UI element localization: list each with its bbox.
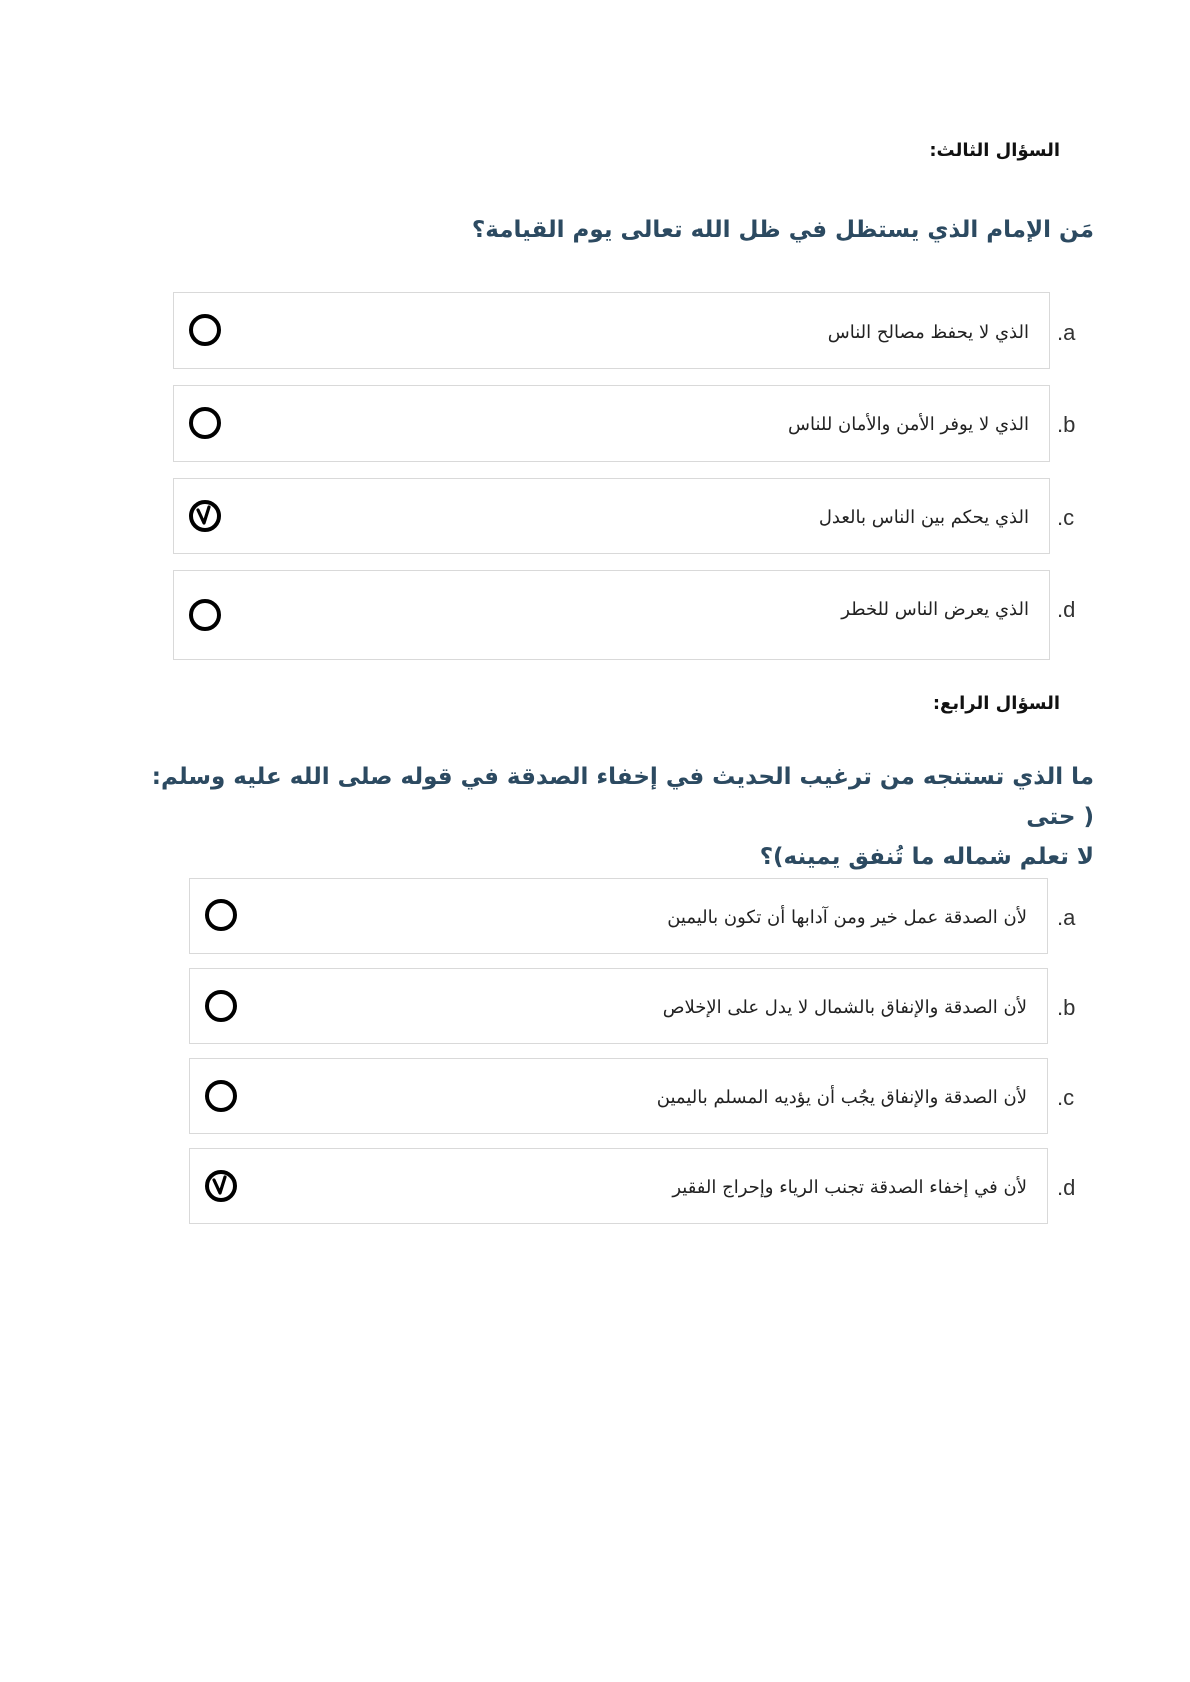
q3-option-d-letter: .d (1057, 597, 1076, 622)
q4-option-b-letter: .b (1057, 995, 1076, 1020)
q4-option-c-letter: .c (1057, 1085, 1075, 1110)
q4-option-a-text: لأن الصدقة عمل خير ومن آدابها أن تكون باليمين (667, 907, 1027, 928)
q3-option-a-letter: .a (1057, 320, 1076, 345)
q3-option-b-letter: .b (1057, 412, 1076, 437)
q3-option-c-letter: .c (1057, 505, 1075, 530)
q4-option-d-letter: .d (1057, 1175, 1076, 1200)
q4-option-a-radio[interactable] (205, 899, 237, 931)
q3-option-c-radio-checked[interactable] (189, 500, 221, 532)
checkmark-icon (209, 1174, 232, 1197)
q4-option-c-radio[interactable] (205, 1080, 237, 1112)
q4-option-a-letter: .a (1057, 905, 1076, 930)
q3-option-d-text: الذي يعرض الناس للخطر (841, 599, 1029, 620)
q3-option-a-text: الذي لا يحفظ مصالح الناس (827, 322, 1029, 343)
q3-question: مَن الإمام الذي يستظل في ظل الله تعالى يوم القيامة؟ (471, 217, 1094, 243)
q3-option-c-text: الذي يحكم بين الناس بالعدل (818, 507, 1029, 528)
q4-option-d-text: لأن في إخفاء الصدقة تجنب الرياء وإحراج الفقير (672, 1177, 1027, 1198)
q3-heading: السؤال الثالث: (929, 140, 1060, 161)
q3-option-b-text: الذي لا يوفر الأمن والأمان للناس (788, 414, 1029, 435)
q4-question-line1: ما الذي تستنجه من ترغيب الحديث في إخفاء الصدقة في قوله صلى الله عليه وسلم: ( حتى (151, 764, 1094, 830)
q3-option-b-radio[interactable] (189, 407, 221, 439)
q3-option-a-radio[interactable] (189, 314, 221, 346)
q3-option-d-radio[interactable] (189, 599, 221, 631)
q4-question-line2: لا تعلم شماله ما تُنفق يمينه)؟ (759, 844, 1094, 870)
q4-option-d-radio-checked[interactable] (205, 1170, 237, 1202)
q4-option-b-radio[interactable] (205, 990, 237, 1022)
checkmark-icon (193, 504, 216, 527)
q4-option-c-text: لأن الصدقة والإنفاق يجُب أن يؤديه المسلم باليمين (656, 1087, 1027, 1108)
q4-question (134, 757, 1094, 877)
q4-option-b-text: لأن الصدقة والإنفاق بالشمال لا يدل على الإخلاص (662, 997, 1027, 1018)
q4-heading: السؤال الرابع: (932, 693, 1060, 714)
